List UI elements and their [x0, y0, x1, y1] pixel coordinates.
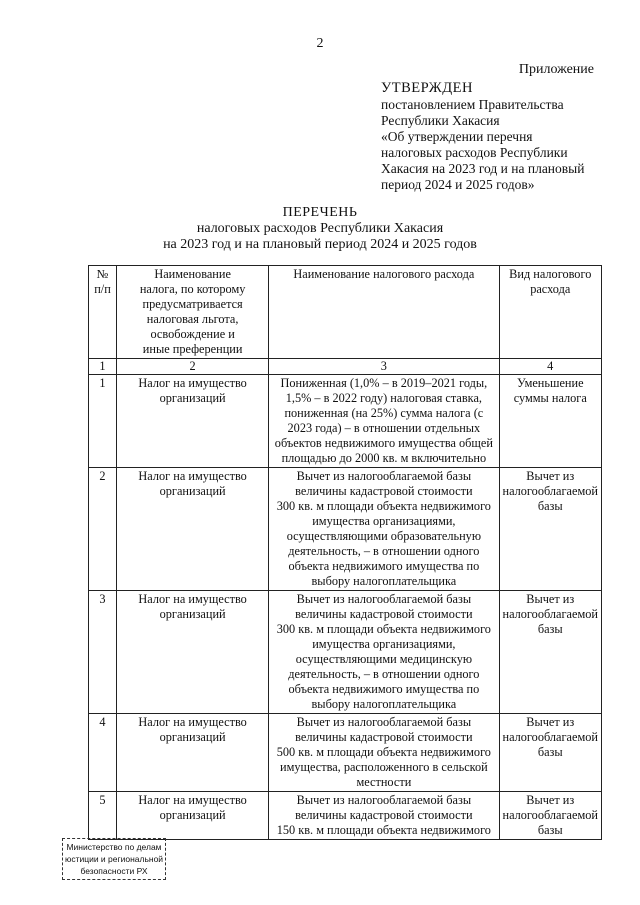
stamp-line: Министерство по делам: [66, 842, 162, 852]
cell-line: 1,5% – в 2022 году) налоговая ставка,: [285, 391, 483, 405]
cell-line: налога, по которому: [139, 282, 246, 296]
cell-line: выбору налогоплательщика: [311, 697, 457, 711]
cell-line: расхода: [530, 282, 571, 296]
cell-line: 500 кв. м площади объекта недвижимого: [276, 745, 491, 759]
cell-line: Вычет из налогооблагаемой базы: [296, 715, 472, 729]
row-tax: [117, 714, 269, 792]
cell-line: Уменьшение: [516, 376, 584, 390]
header-expenditure-type: [499, 266, 602, 359]
row-number: 5: [89, 792, 117, 840]
row-number: 2: [89, 468, 117, 591]
registration-stamp: [62, 838, 166, 880]
cell-line: Налог на имущество: [138, 376, 247, 390]
cell-line: базы: [537, 499, 563, 513]
cell-line: величины кадастровой стоимости: [295, 484, 473, 498]
cell-line: объекта недвижимого имущества по: [288, 682, 480, 696]
cell-line: Наименование: [154, 267, 231, 281]
row-expenditure-type: [499, 792, 602, 840]
table-row: [89, 591, 602, 714]
document-title: [0, 205, 640, 253]
cell-line: 300 кв. м площади объекта недвижимого: [276, 499, 491, 513]
cell-line: налогооблагаемой: [502, 607, 598, 621]
cell-line: величины кадастровой стоимости: [295, 607, 473, 621]
cell-line: деятельность, – в отношении одного: [288, 544, 480, 558]
cell-line: организаций: [159, 391, 226, 405]
table-row: [89, 714, 602, 792]
cell-line: деятельность, – в отношении одного: [288, 667, 480, 681]
cell-line: Вычет из: [526, 469, 575, 483]
row-expenditure-name: [269, 591, 499, 714]
cell-line: Вычет из: [526, 793, 575, 807]
row-tax: [117, 468, 269, 591]
cell-line: базы: [537, 823, 563, 837]
cell-line: 2023 года) – в отношении отдельных: [287, 421, 481, 435]
cell-line: величины кадастровой стоимости: [295, 808, 473, 822]
cell-line: Налог на имущество: [138, 793, 247, 807]
cell-line: Наименование налогового расхода: [293, 267, 475, 281]
column-number: 1: [89, 359, 117, 375]
title-line-1: ПЕРЕЧЕНЬ: [282, 205, 358, 220]
cell-line: Вычет из: [526, 715, 575, 729]
cell-line: Вычет из налогооблагаемой базы: [296, 592, 472, 606]
cell-line: выбору налогоплательщика: [311, 574, 457, 588]
cell-line: пониженная (на 25%) сумма налога (с: [284, 406, 484, 420]
table-header-row: [89, 266, 602, 359]
approval-line: «Об утверждении перечня: [381, 129, 533, 144]
cell-line: организаций: [159, 607, 226, 621]
cell-line: Вычет из налогооблагаемой базы: [296, 793, 472, 807]
row-expenditure-name: [269, 792, 499, 840]
cell-line: организаций: [159, 484, 226, 498]
column-number: 2: [117, 359, 269, 375]
title-line-2: налоговых расходов Республики Хакасия: [196, 221, 444, 236]
cell-line: Вычет из налогооблагаемой базы: [296, 469, 472, 483]
appendix-label: Приложение: [518, 62, 594, 77]
page-number: 2: [316, 36, 324, 51]
header-number: [89, 266, 117, 359]
table-row: [89, 375, 602, 468]
cell-line: базы: [537, 745, 563, 759]
cell-line: налоговая льгота,: [146, 312, 239, 326]
cell-line: п/п: [94, 282, 111, 296]
cell-line: налогооблагаемой: [502, 484, 598, 498]
cell-line: осуществляющими медицинскую: [295, 652, 473, 666]
approval-line: налоговых расходов Республики: [381, 145, 568, 160]
cell-line: Вычет из: [526, 592, 575, 606]
header-expenditure-name: [269, 266, 499, 359]
cell-line: налогооблагаемой: [502, 808, 598, 822]
cell-line: имущества организациями,: [312, 637, 456, 651]
table-row: [89, 792, 602, 840]
row-expenditure-type: [499, 591, 602, 714]
cell-line: иные преференции: [142, 342, 243, 356]
approval-line: Хакасия на 2023 год и на плановый: [381, 161, 585, 176]
row-tax: [117, 375, 269, 468]
cell-line: Налог на имущество: [138, 469, 247, 483]
row-expenditure-name: [269, 375, 499, 468]
table-row: [89, 468, 602, 591]
approval-heading: УТВЕРЖДЕН: [381, 80, 473, 96]
row-number: 3: [89, 591, 117, 714]
cell-line: имущества, расположенного в сельской: [280, 760, 488, 774]
cell-line: Налог на имущество: [138, 592, 247, 606]
row-expenditure-name: [269, 468, 499, 591]
row-expenditure-type: [499, 714, 602, 792]
row-expenditure-type: [499, 468, 602, 591]
row-tax: [117, 792, 269, 840]
column-number: 4: [499, 359, 602, 375]
header-tax-name: [117, 266, 269, 359]
cell-line: №: [96, 267, 109, 281]
approval-line: Республики Хакасия: [381, 113, 500, 128]
cell-line: осуществляющими образовательную: [286, 529, 482, 543]
cell-line: объекта недвижимого имущества по: [288, 559, 480, 573]
cell-line: организаций: [159, 730, 226, 744]
cell-line: 300 кв. м площади объекта недвижимого: [276, 622, 491, 636]
row-expenditure-type: [499, 375, 602, 468]
cell-line: налогооблагаемой: [502, 730, 598, 744]
column-number-row: [89, 359, 602, 375]
cell-line: организаций: [159, 808, 226, 822]
cell-line: величины кадастровой стоимости: [295, 730, 473, 744]
row-expenditure-name: [269, 714, 499, 792]
cell-line: освобождение и: [150, 327, 235, 341]
cell-line: 150 кв. м площади объекта недвижимого: [276, 823, 491, 837]
cell-line: площадью до 2000 кв. м включительно: [281, 451, 487, 465]
cell-line: местности: [356, 775, 412, 789]
stamp-line: безопасности РХ: [80, 866, 148, 876]
cell-line: базы: [537, 622, 563, 636]
row-number: 4: [89, 714, 117, 792]
cell-line: суммы налога: [513, 391, 587, 405]
approval-line: период 2024 и 2025 годов»: [381, 177, 535, 192]
cell-line: Налог на имущество: [138, 715, 247, 729]
cell-line: Вид налогового: [509, 267, 592, 281]
cell-line: Пониженная (1,0% – в 2019–2021 годы,: [280, 376, 488, 390]
title-line-3: на 2023 год и на плановый период 2024 и 2025 годов: [163, 237, 477, 252]
cell-line: объектов недвижимого имущества общей: [274, 436, 493, 450]
approval-block: [381, 80, 611, 193]
column-number: 3: [269, 359, 499, 375]
approval-line: постановлением Правительства: [381, 97, 564, 112]
row-number: 1: [89, 375, 117, 468]
stamp-line: юстиции и региональной: [64, 854, 164, 864]
cell-line: имущества организациями,: [312, 514, 456, 528]
row-tax: [117, 591, 269, 714]
cell-line: предусматривается: [142, 297, 243, 311]
tax-expenditure-table: [88, 265, 602, 840]
